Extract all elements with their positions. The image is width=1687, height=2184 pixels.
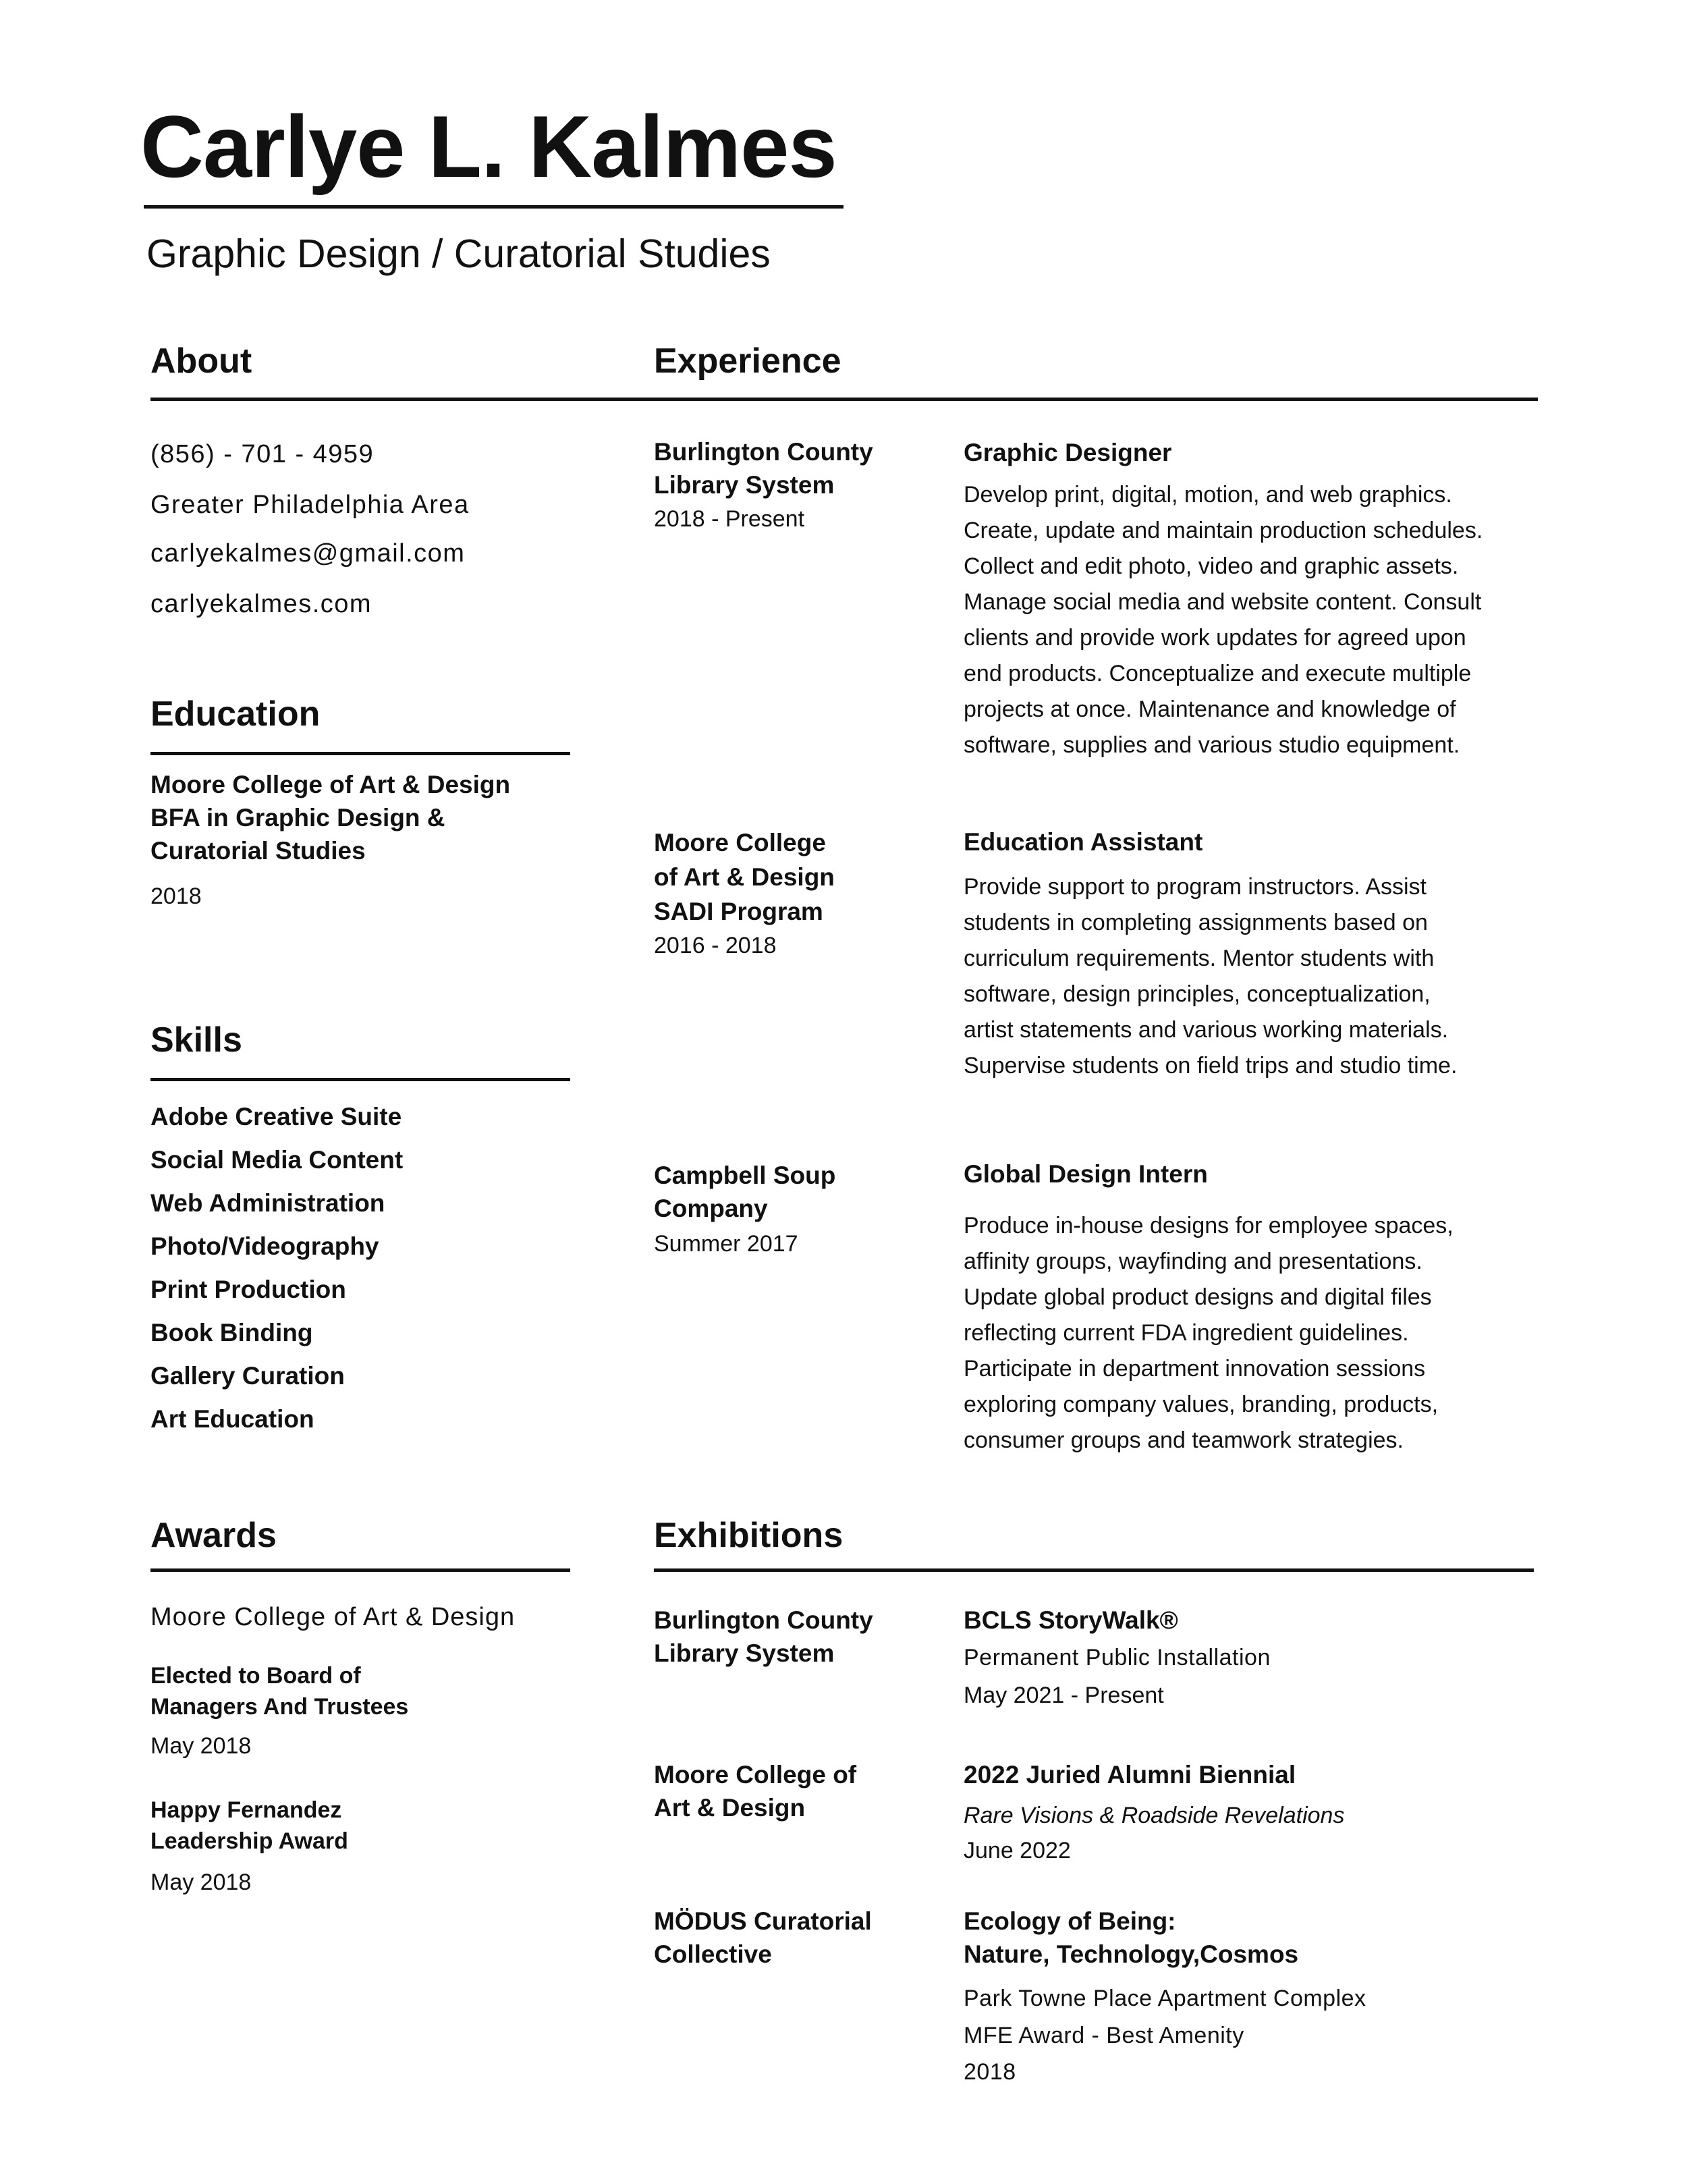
award-title (150, 1795, 348, 1857)
text-line: Manage social media and website content. Consult (964, 589, 1482, 615)
contact-email-link[interactable]: carlyekalmes@gmail.com (150, 539, 466, 568)
text-line: projects at once. Maintenance and knowledge of (964, 697, 1456, 722)
award-institution: Moore College of Art & Design (150, 1603, 516, 1631)
text-line: software, supplies and various studio equipment. (964, 732, 1460, 758)
text-line: Burlington County (654, 1606, 873, 1634)
text-line: exploring company values, branding, products, (964, 1392, 1439, 1417)
award-title (150, 1660, 408, 1722)
exhibition-title (964, 1905, 1298, 1971)
text-line: BFA in Graphic Design & (150, 804, 445, 831)
exhibitions-heading: Exhibitions (654, 1516, 844, 1555)
exhibition-organization (654, 1604, 873, 1670)
text-line: Moore College (654, 829, 826, 856)
candidate-name: Carlye L. Kalmes (140, 97, 837, 196)
text-line: Curatorial Studies (150, 837, 366, 865)
skill-item: Gallery Curation (150, 1362, 345, 1390)
text-line: 2022 Juried Alumni Biennial (964, 1761, 1296, 1789)
award-date: May 2018 (150, 1869, 252, 1895)
job-description (964, 477, 1483, 763)
exhibition-title (964, 1604, 1178, 1637)
job-dates: 2018 - Present (654, 506, 805, 532)
text-line: Campbell Soup (654, 1162, 836, 1189)
exhibition-details (964, 2017, 1244, 2090)
skill-item: Print Production (150, 1276, 346, 1303)
section-divider (150, 1568, 570, 1572)
section-divider (150, 398, 1538, 401)
candidate-subtitle: Graphic Design / Curatorial Studies (146, 231, 771, 276)
text-line: MFE Award - Best Amenity (964, 2023, 1244, 2048)
text-line: Managers And Trustees (150, 1694, 409, 1720)
text-line: Collective (654, 1940, 772, 1968)
section-divider (150, 1078, 570, 1081)
text-line: software, design principles, conceptualization, (964, 981, 1431, 1007)
text-line: affinity groups, wayfinding and presentations. (964, 1249, 1422, 1274)
text-line: Company (654, 1195, 768, 1222)
about-heading: About (150, 342, 252, 381)
job-title: Education Assistant (964, 828, 1203, 856)
section-divider (150, 752, 570, 755)
job-description (964, 869, 1457, 1084)
text-line: Burlington County (654, 438, 873, 466)
text-line: Moore College of (654, 1761, 857, 1789)
contact-location: Greater Philadelphia Area (150, 491, 470, 519)
text-line: Update global product designs and digital files (964, 1284, 1432, 1310)
text-line: June 2022 (964, 1838, 1071, 1863)
text-line: clients and provide work updates for agreed upon (964, 625, 1466, 651)
awards-heading: Awards (150, 1516, 277, 1555)
skills-list (150, 1095, 403, 1441)
section-divider (654, 1568, 1534, 1572)
text-line: Ecology of Being: (964, 1907, 1176, 1935)
job-title: Graphic Designer (964, 439, 1172, 466)
text-line: Supervise students on field trips and studio time. (964, 1053, 1458, 1079)
job-organization (654, 1159, 835, 1225)
text-line: Participate in department innovation sessions (964, 1356, 1426, 1382)
contact-website-link[interactable]: carlyekalmes.com (150, 590, 372, 618)
skill-item: Art Education (150, 1405, 314, 1433)
job-description (964, 1208, 1454, 1458)
text-line: students in completing assignments based on (964, 910, 1428, 935)
text-line: Produce in-house designs for employee spaces, (964, 1213, 1454, 1238)
text-line: reflecting current FDA ingredient guidelines. (964, 1320, 1409, 1346)
exhibition-details (964, 1678, 1164, 1712)
text-line: Collect and edit photo, video and graphic assets. (964, 553, 1459, 579)
text-line: Elected to Board of (150, 1663, 361, 1689)
text-line: Art & Design (654, 1794, 806, 1822)
award-date: May 2018 (150, 1733, 252, 1759)
text-line: Leadership Award (150, 1828, 348, 1854)
text-line: end products. Conceptualize and execute multiple (964, 661, 1472, 686)
job-title: Global Design Intern (964, 1160, 1208, 1188)
exhibition-subtitle: Park Towne Place Apartment Complex (964, 1986, 1366, 2011)
name-underline (144, 205, 844, 209)
exhibition-subtitle: Permanent Public Installation (964, 1645, 1271, 1670)
text-line: 2018 (964, 2059, 1016, 2085)
text-line: Library System (654, 1639, 835, 1667)
text-line: of Art & Design (654, 863, 835, 891)
text-line: Provide support to program instructors. Assist (964, 874, 1427, 900)
text-line: Develop print, digital, motion, and web graphics. (964, 482, 1452, 508)
skill-item: Social Media Content (150, 1146, 404, 1174)
text-line: Nature, Technology,Cosmos (964, 1940, 1299, 1968)
text-line: BCLS StoryWalk® (964, 1606, 1178, 1634)
exhibition-subtitle: Rare Visions & Roadside Revelations (964, 1803, 1345, 1828)
text-line: Moore College of Art & Design (150, 771, 511, 798)
text-line: Create, update and maintain production schedules. (964, 518, 1483, 543)
exhibition-title (964, 1758, 1296, 1791)
exhibition-organization (654, 1758, 856, 1824)
text-line: curriculum requirements. Mentor students with (964, 946, 1435, 971)
text-line: MÖDUS Curatorial (654, 1907, 872, 1935)
text-line: Library System (654, 471, 835, 499)
education-degree (150, 768, 510, 867)
contact-phone: (856) - 701 - 4959 (150, 440, 375, 468)
job-dates: 2016 - 2018 (654, 933, 777, 958)
text-line: consumer groups and teamwork strategies. (964, 1427, 1404, 1453)
job-organization (654, 435, 873, 501)
skill-item: Book Binding (150, 1319, 313, 1346)
text-line: SADI Program (654, 898, 823, 925)
skill-item: Adobe Creative Suite (150, 1103, 402, 1130)
experience-heading: Experience (654, 342, 841, 381)
education-year: 2018 (150, 883, 202, 909)
text-line: Happy Fernandez (150, 1797, 342, 1823)
skills-heading: Skills (150, 1020, 242, 1060)
skill-item: Web Administration (150, 1189, 385, 1217)
exhibition-details (964, 1834, 1071, 1867)
job-dates: Summer 2017 (654, 1231, 798, 1257)
job-organization (654, 825, 835, 929)
text-line: artist statements and various working materials. (964, 1017, 1449, 1043)
text-line: May 2021 - Present (964, 1683, 1164, 1708)
education-heading: Education (150, 694, 321, 734)
exhibition-organization (654, 1905, 872, 1971)
skill-item: Photo/Videography (150, 1232, 379, 1260)
